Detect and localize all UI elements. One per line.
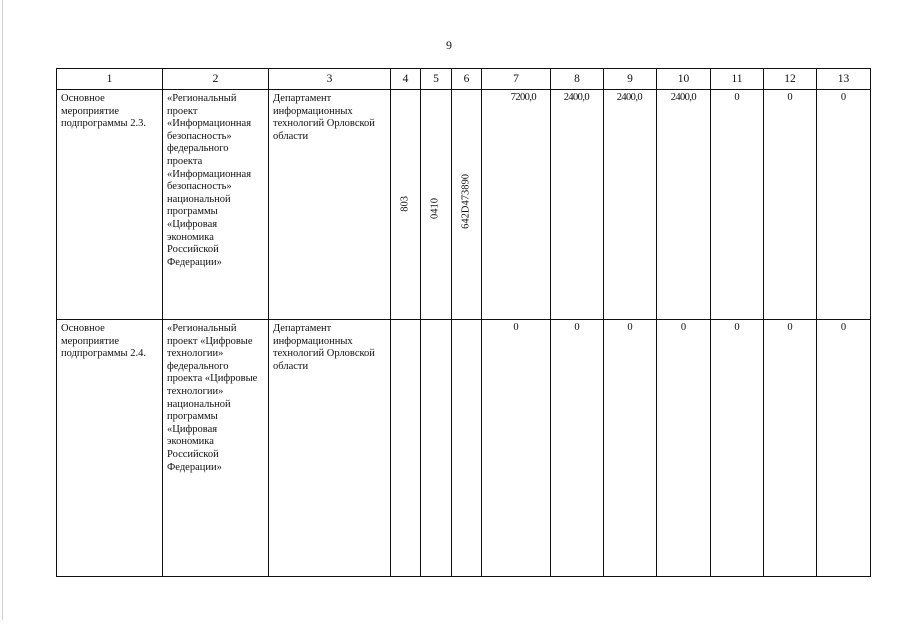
event-cell: Основное мероприятие подпрограммы 2.3. [57,90,163,320]
value-cell: 0 [764,320,817,577]
value-cell: 0 [551,320,604,577]
rzpr-code: 0410 [429,198,441,219]
table-row [57,90,871,320]
column-header: 8 [551,69,604,90]
executor-cell: Департамент информационных технологий Орловской области [269,320,391,577]
csr-cell [452,320,482,577]
column-header: 13 [817,69,871,90]
value-cell: 0 [711,320,764,577]
grbs-cell [391,90,421,320]
column-header: 2 [163,69,269,90]
column-header: 5 [421,69,452,90]
project-cell: «Региональный проект «Цифровые технологии» федерального проекта «Цифровые технологии» национальной программы «Цифровая экономика Российской Федерации» [163,320,269,577]
rzpr-cell [421,90,452,320]
csr-cell [452,90,482,320]
header-row [57,69,871,90]
value-cell: 0 [764,90,817,320]
grbs-code: 803 [399,196,411,212]
page-number: 9 [446,38,452,52]
rzpr-cell [421,320,452,577]
column-header: 7 [482,69,551,90]
value-cell: 0 [817,90,871,320]
column-header: 6 [452,69,482,90]
value-cell: 2400,0 [604,90,657,320]
value-cell: 0 [817,320,871,577]
column-header: 12 [764,69,817,90]
page-edge-mark [2,0,3,620]
value-cell: 0 [604,320,657,577]
column-header: 9 [604,69,657,90]
column-header: 11 [711,69,764,90]
column-header: 4 [391,69,421,90]
value-cell: 7200,0 [482,90,551,320]
csr-code: 642D473890 [460,174,472,229]
grbs-cell [391,320,421,577]
value-cell: 2400,0 [551,90,604,320]
column-header: 10 [657,69,711,90]
value-cell: 0 [657,320,711,577]
value-cell: 0 [482,320,551,577]
event-cell: Основное мероприятие подпрограммы 2.4. [57,320,163,577]
table-row [57,320,871,577]
project-cell: «Региональный проект «Информационная безопасность» федерального проекта «Информационная безопасность» национальной программы «Цифровая экономика Российской Федерации» [163,90,269,320]
column-header: 3 [269,69,391,90]
value-cell: 2400,0 [657,90,711,320]
value-cell: 0 [711,90,764,320]
executor-cell: Департамент информационных технологий Орловской области [269,90,391,320]
budget-table [56,68,871,577]
column-header: 1 [57,69,163,90]
